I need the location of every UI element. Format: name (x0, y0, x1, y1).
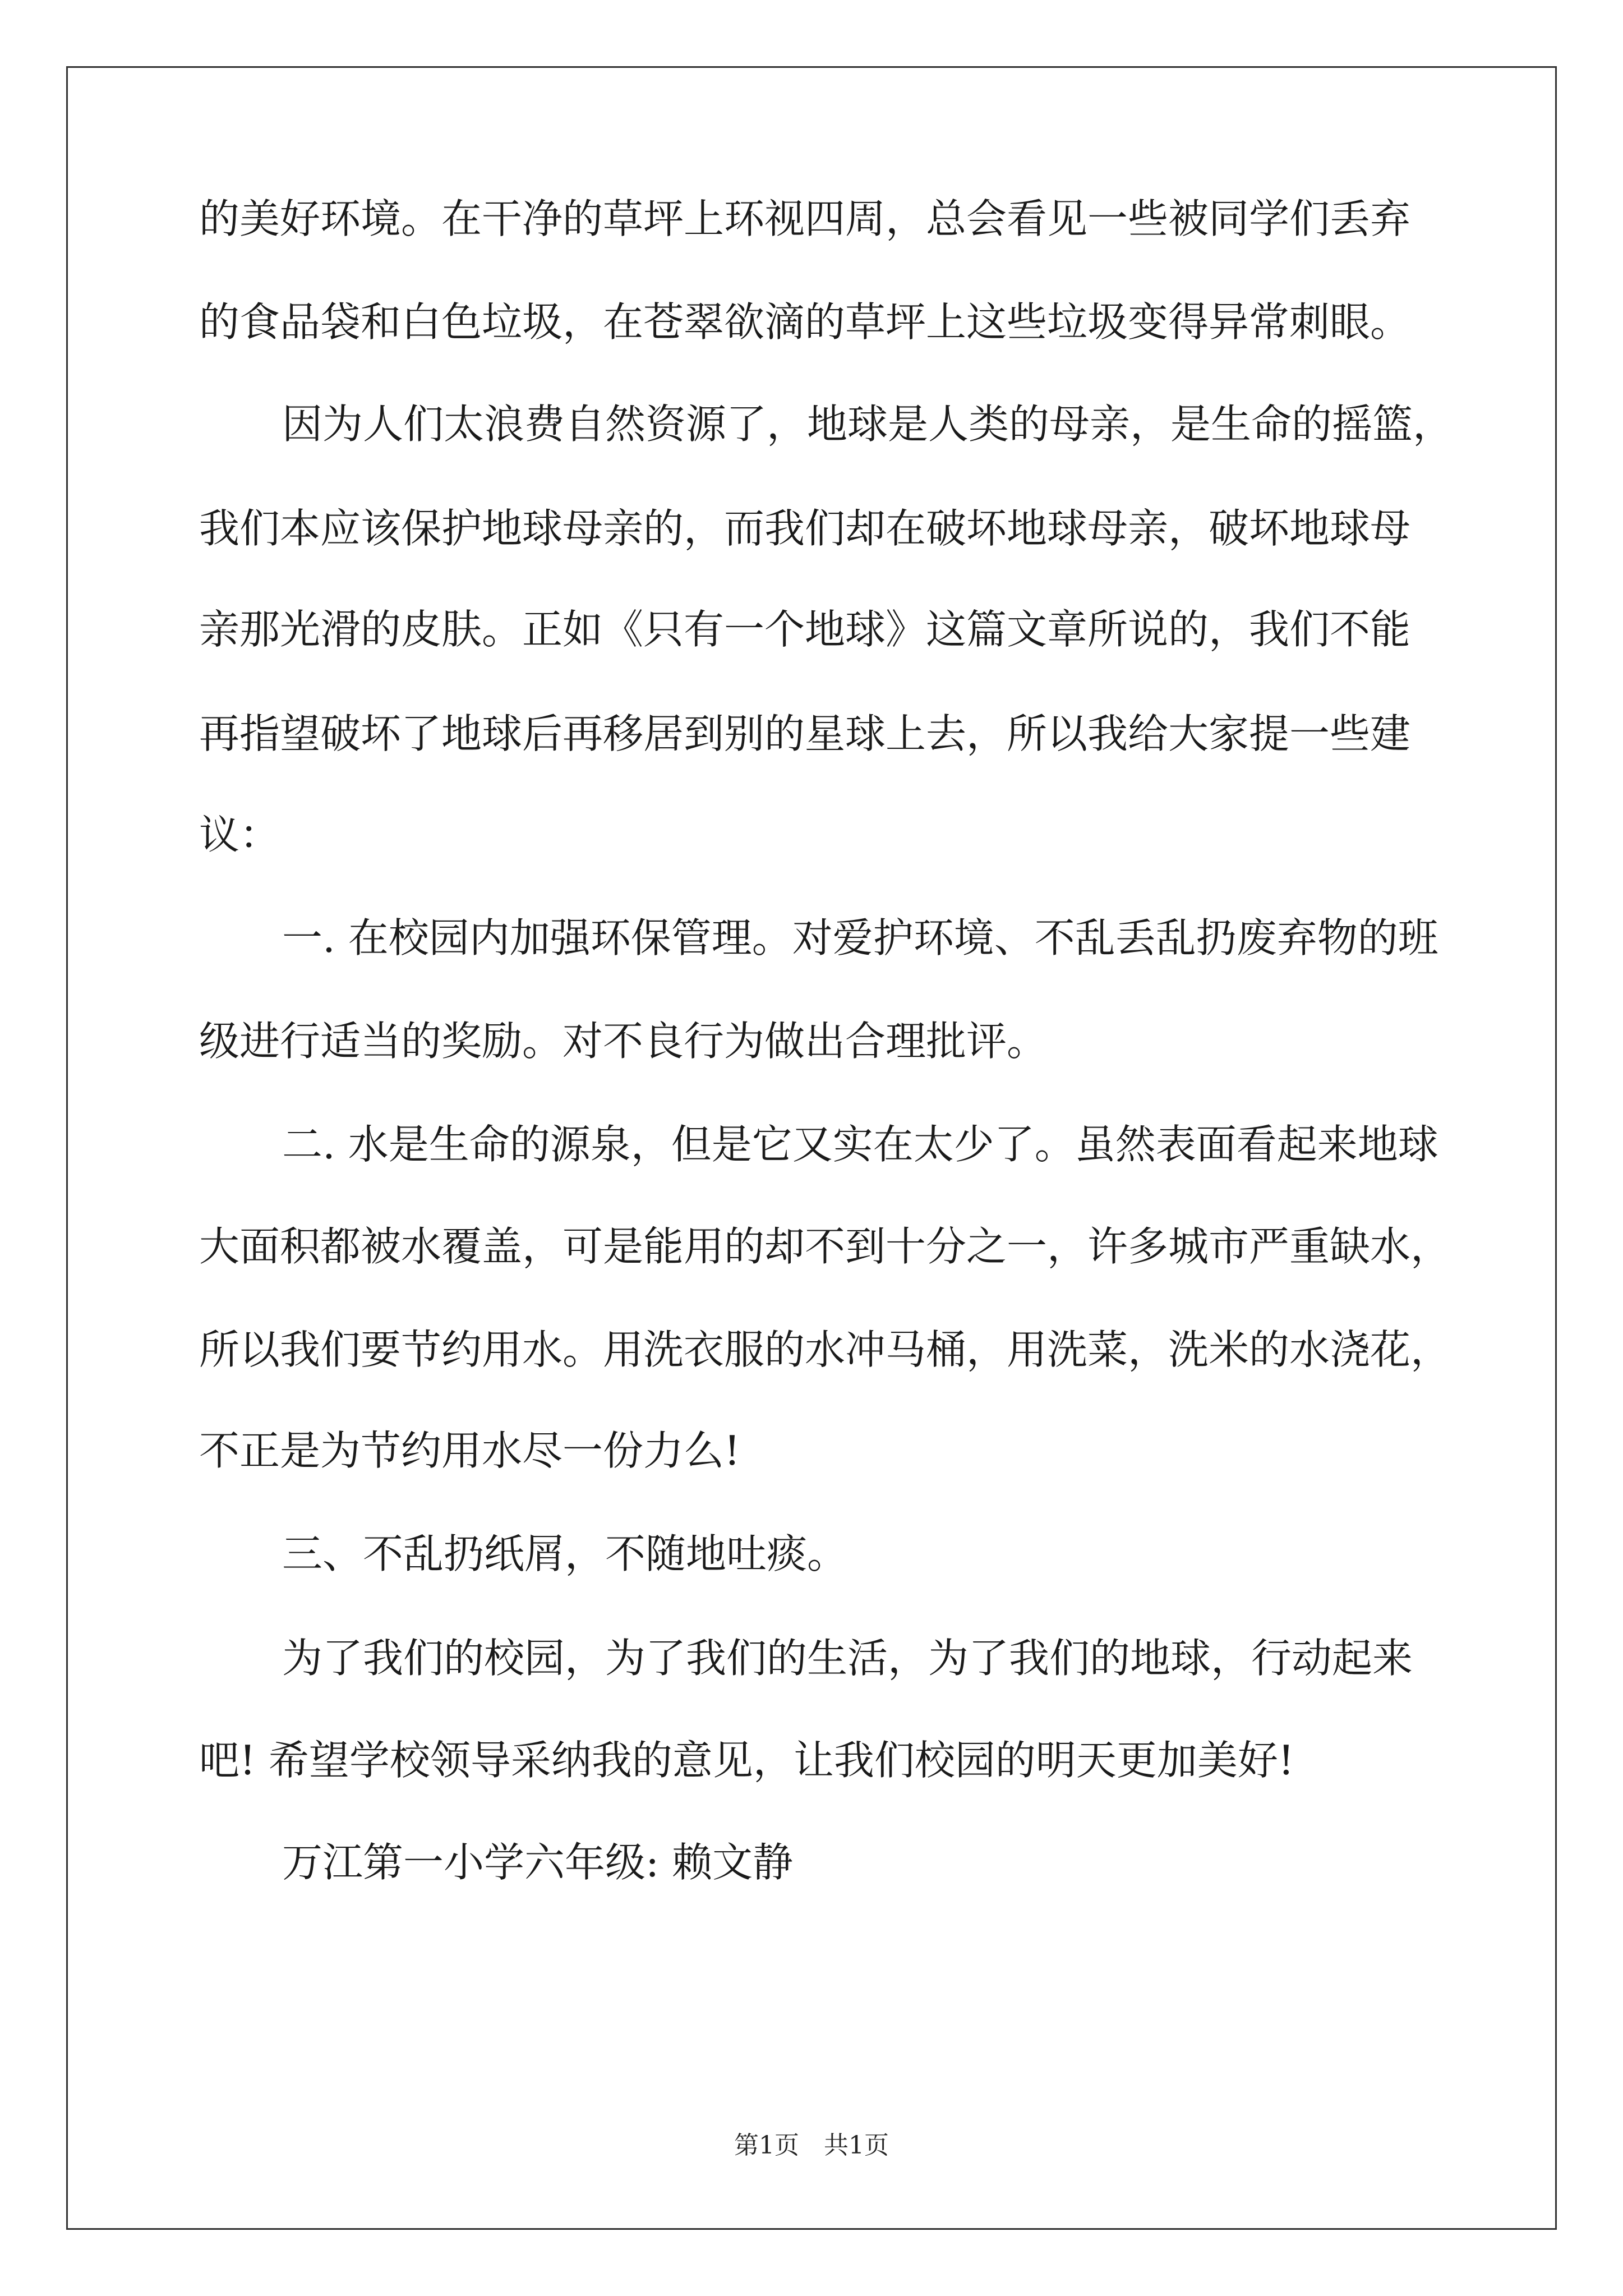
paragraph-start-line: 为了我们的校园，为了我们的生活，为了我们的地球，行动起来 (282, 1635, 1413, 1682)
text-line: 不正是为节约用水尽一份力么! (199, 1427, 740, 1474)
paragraph-start-line: 二. 水是生命的源泉，但是它又实在太少了。虽然表面看起来地球 (282, 1121, 1438, 1168)
signature-line: 万江第一小学六年级: 赖文静 (282, 1839, 794, 1886)
text-line: 议： (199, 811, 280, 858)
text-line: 的美好环境。在干净的草坪上环视四周，总会看见一些被同学们丢弃 (199, 195, 1411, 242)
paragraph-start-line: 因为人们太浪费自然资源了，地球是人类的母亲，是生命的摇篮， (282, 401, 1454, 448)
paragraph-start-line: 一. 在校园内加强环保管理。对爱护环境、不乱丢乱扔废弃物的班 (282, 914, 1438, 961)
page-number-footer: 第1页 共1页 (734, 2131, 889, 2160)
text-line: 大面积都被水覆盖，可是能用的却不到十分之一，许多城市严重缺水， (199, 1223, 1451, 1270)
text-line: 所以我们要节约用水。用洗衣服的水冲马桶，用洗菜，洗米的水浇花， (199, 1326, 1451, 1373)
text-line: 的食品袋和白色垃圾，在苍翠欲滴的草坪上这些垃圾变得异常刺眼。 (199, 298, 1411, 346)
text-line: 级进行适当的奖励。对不良行为做出合理批评。 (199, 1018, 1048, 1065)
text-line: 吧! 希望学校领导采纳我的意见，让我们校园的明天更加美好! (199, 1737, 1294, 1784)
text-line: 亲那光滑的皮肤。正如《只有一个地球》这篇文章所说的，我们不能 (199, 606, 1411, 653)
text-line: 我们本应该保护地球母亲的，而我们却在破坏地球母亲，破坏地球母 (199, 505, 1411, 552)
paragraph-start-line: 三、不乱扔纸屑，不随地吐痰。 (282, 1530, 848, 1577)
text-line: 再指望破坏了地球后再移居到别的星球上去，所以我给大家提一些建 (199, 710, 1411, 757)
